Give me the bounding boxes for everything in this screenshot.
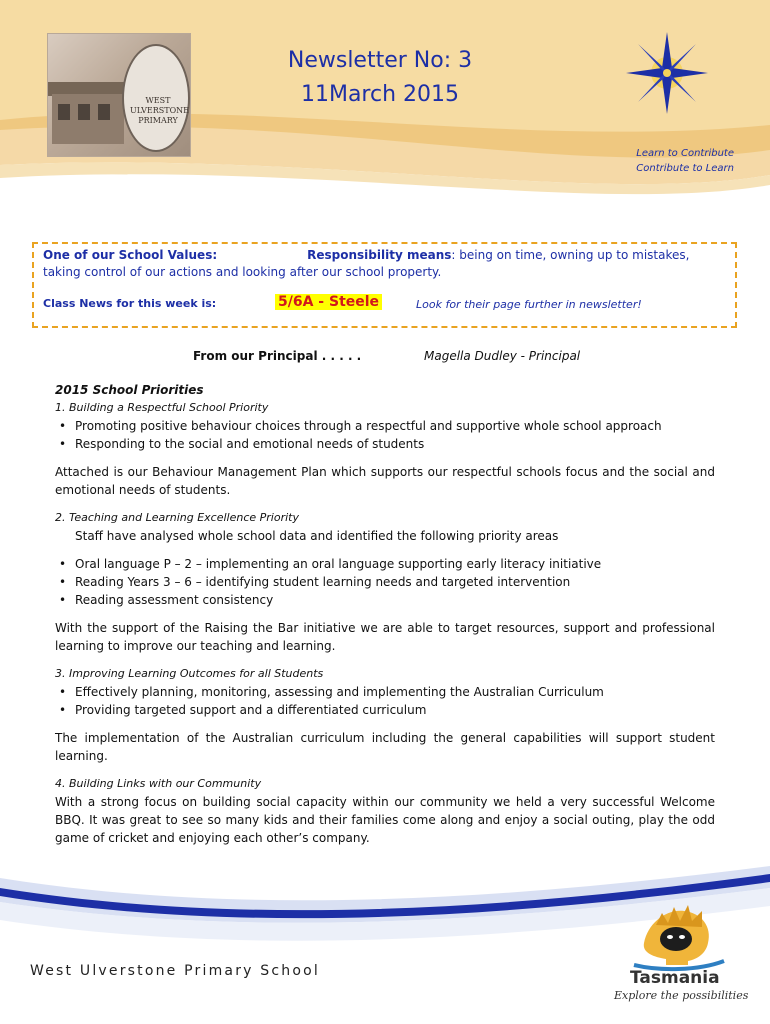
class-news-note: Look for their page further in newsletter! <box>416 298 642 311</box>
priority-4-title: 4. Building Links with our Community <box>55 777 262 790</box>
priority-2-title: 2. Teaching and Learning Excellence Priority <box>55 511 299 524</box>
priority-3-title: 3. Improving Learning Outcomes for all Students <box>55 667 324 680</box>
list-item: • Reading assessment consistency <box>55 591 715 609</box>
priority-2-intro: Staff have analysed whole school data and identified the following priority areas <box>75 529 559 543</box>
list-item: • Providing targeted support and a differentiated curriculum <box>55 701 715 719</box>
newsletter-body <box>55 381 715 847</box>
priority-2-paragraph: With the support of the Raising the Bar initiative we are able to target resources, support and professional learning to improve our teaching and learning. <box>55 621 715 653</box>
principal-name: Magella Dudley - Principal <box>424 349 581 363</box>
values-label: One of our School Values: <box>43 248 218 262</box>
class-news-name: 5/6A - Steele <box>275 294 382 310</box>
motto-line: Learn to Contribute <box>636 148 734 159</box>
responsibility-label: Responsibility means <box>307 248 452 262</box>
priority-2-list <box>55 555 715 609</box>
list-item: • Responding to the social and emotional needs of students <box>55 435 715 453</box>
priority-4-paragraph: With a strong focus on building social capacity within our community we held a very successful Welcome BBQ. It was great to see so many kids and their families come along and enjoy a social outing, play the odd game of cricket and enjoying each other’s company. <box>55 795 715 845</box>
school-photo <box>47 33 191 157</box>
photo-sign-text: ULVERSTONE <box>130 106 189 115</box>
priority-1-paragraph: Attached is our Behaviour Management Plan which supports our respectful schools focus and the social and emotional needs of students. <box>55 465 715 497</box>
school-name: West Ulverstone Primary School <box>30 963 320 979</box>
principal-heading: From our Principal . . . . . <box>193 349 362 363</box>
class-news-label: Class News for this week is: <box>43 297 217 310</box>
priorities-title: 2015 School Priorities <box>55 383 204 397</box>
list-item: • Oral language P – 2 – implementing an oral language supporting early literacy initiative <box>55 555 715 573</box>
priority-3-paragraph: The implementation of the Australian curriculum including the general capabilities will support student learning. <box>55 731 715 763</box>
list-item: • Promoting positive behaviour choices through a respectful and supportive whole school approach <box>55 417 715 435</box>
tasmania-logo-tagline: Explore the possibilities <box>614 989 749 1002</box>
tasmania-logo-name: Tasmania <box>630 968 720 988</box>
photo-sign-text: WEST <box>145 96 171 105</box>
motto-line: Contribute to Learn <box>636 163 734 174</box>
newsletter-date: 11March 2015 <box>300 82 460 107</box>
newsletter-title <box>210 44 550 112</box>
compass-star-icon <box>624 30 710 116</box>
list-item: • Reading Years 3 – 6 – identifying student learning needs and targeted intervention <box>55 573 715 591</box>
list-item: • Effectively planning, monitoring, assessing and implementing the Australian Curriculum <box>55 683 715 701</box>
photo-sign-text: PRIMARY <box>138 116 178 125</box>
priority-3-list <box>55 683 715 719</box>
school-values-text <box>43 247 723 281</box>
priority-1-title: 1. Building a Respectful School Priority <box>55 401 269 414</box>
priority-1-list <box>55 417 715 453</box>
responsibility-text: : being on time, owning up to mistakes, taking control of our actions and looking after our school property. <box>43 248 690 279</box>
school-motto <box>636 146 734 176</box>
newsletter-number: Newsletter No: 3 <box>287 48 473 73</box>
